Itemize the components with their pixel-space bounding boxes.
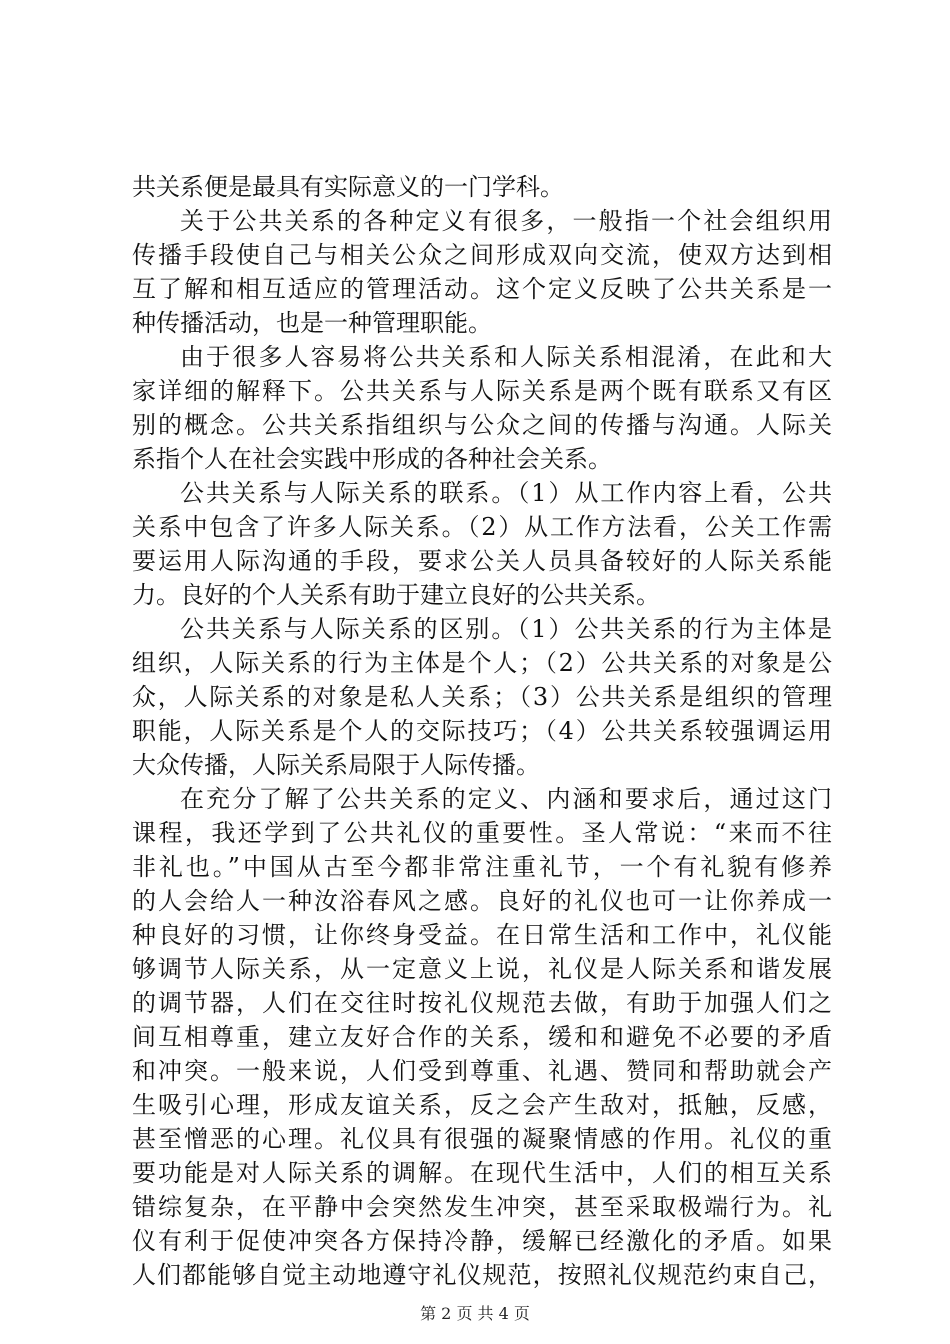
text-line: 错综复杂，在平静中会突然发生冲突，甚至采取极端行为。礼: [132, 1193, 832, 1221]
text-line: 的调节器，人们在交往时按礼仪规范去做，有助于加强人们之: [132, 989, 832, 1017]
text-line: 够调节人际关系，从一定意义上说，礼仪是人际关系和谐发展: [132, 955, 832, 983]
text-line: 众，人际关系的对象是私人关系；（3）公共关系是组织的管理: [132, 683, 832, 711]
text-line: 仪有利于促使冲突各方保持冷静，缓解已经激化的矛盾。如果: [132, 1227, 832, 1255]
text-line: 别的概念。公共关系指组织与公众之间的传播与沟通。人际关: [132, 411, 832, 439]
text-line: 关系中包含了许多人际关系。（2）从工作方法看，公关工作需: [132, 513, 832, 541]
text-line: 职能，人际关系是个人的交际技巧；（4）公共关系较强调运用: [132, 717, 832, 745]
text-line: 系指个人在社会实践中形成的各种社会关系。: [132, 445, 612, 473]
text-line: 的人会给人一种汝浴春风之感。良好的礼仪也可一让你养成一: [132, 887, 832, 915]
text-line: 力。良好的个人关系有助于建立良好的公共关系。: [132, 581, 660, 609]
text-line: 公共关系与人际关系的联系。（1）从工作内容上看，公共: [180, 479, 832, 507]
text-line: 公共关系与人际关系的区别。（1）公共关系的行为主体是: [180, 615, 832, 643]
text-line: 大众传播，人际关系局限于人际传播。: [132, 751, 540, 779]
text-line: 非礼也。”中国从古至今都非常注重礼节，一个有礼貌有修养: [132, 853, 832, 881]
text-line: 共关系便是最具有实际意义的一门学科。: [132, 173, 564, 201]
text-line: 间互相尊重，建立友好合作的关系，缓和和避免不必要的矛盾: [132, 1023, 832, 1051]
text-line: 传播手段使自己与相关公众之间形成双向交流，使双方达到相: [132, 241, 832, 269]
text-line: 种传播活动，也是一种管理职能。: [132, 309, 492, 337]
text-line: 人们都能够自觉主动地遵守礼仪规范，按照礼仪规范约束自己，: [132, 1261, 832, 1289]
text-line: 要运用人际沟通的手段，要求公关人员具备较好的人际关系能: [132, 547, 832, 575]
page-footer: 第 2 页 共 4 页: [420, 1304, 530, 1323]
text-line: 和冲突。一般来说，人们受到尊重、礼遇、赞同和帮助就会产: [132, 1057, 832, 1085]
text-line: 关于公共关系的各种定义有很多，一般指一个社会组织用: [180, 207, 832, 235]
text-line: 课程，我还学到了公共礼仪的重要性。圣人常说：“来而不往: [132, 819, 832, 847]
text-line: 要功能是对人际关系的调解。在现代生活中，人们的相互关系: [132, 1159, 832, 1187]
text-line: 生吸引心理，形成友谊关系，反之会产生敌对，抵触，反感，: [132, 1091, 832, 1119]
document-body: [132, 170, 832, 1292]
text-line: 家详细的解释下。公共关系与人际关系是两个既有联系又有区: [132, 377, 832, 405]
text-line: 甚至憎恶的心理。礼仪具有很强的凝聚情感的作用。礼仪的重: [132, 1125, 832, 1153]
text-line: 种良好的习惯，让你终身受益。在日常生活和工作中，礼仪能: [132, 921, 832, 949]
text-line: 互了解和相互适应的管理活动。这个定义反映了公共关系是一: [132, 275, 832, 303]
text-line: 由于很多人容易将公共关系和人际关系相混淆，在此和大: [180, 343, 832, 371]
text-line: 在充分了解了公共关系的定义、内涵和要求后，通过这门: [180, 785, 832, 813]
text-line: 组织，人际关系的行为主体是个人；（2）公共关系的对象是公: [132, 649, 832, 677]
